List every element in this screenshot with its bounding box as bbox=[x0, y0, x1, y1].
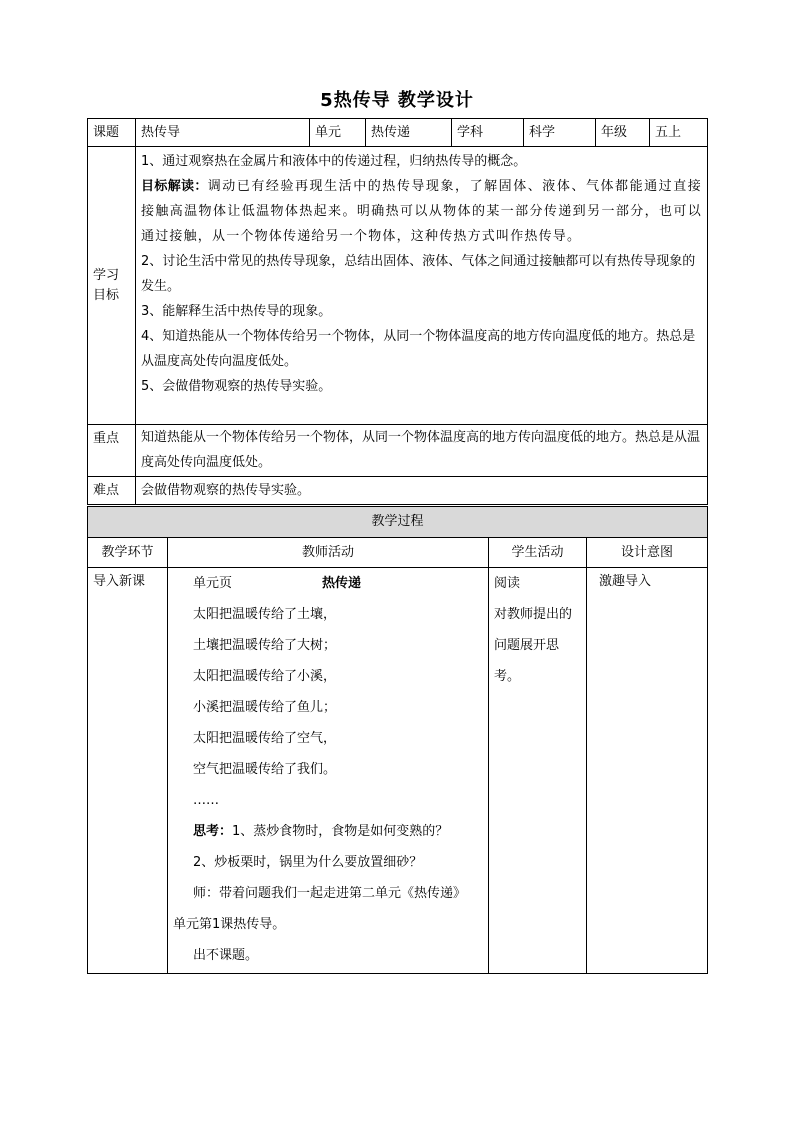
think-line-2: 2、炒板栗时，锅里为什么要放置细砂？ bbox=[193, 855, 423, 870]
process-header: 教学过程 bbox=[88, 507, 708, 538]
poem-line: 土壤把温暖传给了大树； bbox=[193, 638, 337, 653]
poem-line: 太阳把温暖传给了小溪， bbox=[193, 669, 337, 684]
unit-value: 热传递 bbox=[366, 119, 452, 147]
teacher-line: 师：带着问题我们一起走进第二单元《热传递》 bbox=[193, 886, 467, 901]
student-line-1: 阅读 bbox=[494, 576, 521, 591]
teaching-process-table bbox=[87, 506, 708, 974]
grade-label: 年级 bbox=[596, 119, 650, 147]
lesson-label: 课题 bbox=[88, 119, 136, 147]
think-line-1: 思考：1、蒸炒食物时，食物是如何变熟的？ bbox=[193, 824, 449, 839]
col-student-header: 学生活动 bbox=[489, 538, 587, 568]
difficulties-label: 难点 bbox=[88, 477, 136, 505]
student-activity-cell bbox=[489, 568, 587, 974]
objective-note: 目标解读：调动已有经验再现生活中的热传导现象，了解固体、液体、气体都能通过直接接触高温物体让低温物体热起来。明确热可以从物体的某一部分传递到另一部分，也可以通过接触，从一个物体传递给另一个物体，这种传热方式叫作热传导。 bbox=[141, 179, 702, 244]
col-intent-header: 设计意图 bbox=[587, 538, 708, 568]
key-points-text: 知道热能从一个物体传给另一个物体，从同一个物体温度高的地方传向温度低的地方。热总是从温度高处传向温度低处。 bbox=[136, 425, 708, 477]
col-teacher-header: 教师活动 bbox=[168, 538, 489, 568]
subject-label: 学科 bbox=[452, 119, 524, 147]
teacher-line-3: 出不课题。 bbox=[193, 948, 259, 963]
objective-item-3: 3、能解释生活中热传导的现象。 bbox=[141, 304, 332, 319]
stage-cell: 导入新课 bbox=[88, 568, 168, 974]
intent-cell: 激趣导入 bbox=[587, 568, 708, 974]
objectives-content bbox=[136, 147, 708, 425]
lesson-info-table bbox=[87, 118, 708, 505]
subject-value: 科学 bbox=[524, 119, 596, 147]
poem-line: …… bbox=[193, 793, 219, 808]
poem-line: 太阳把温暖传给了土壤， bbox=[193, 607, 337, 622]
student-line-2: 对教师提出的问题展开思考。 bbox=[494, 607, 573, 684]
poem-line: 小溪把温暖传给了鱼儿； bbox=[193, 700, 337, 715]
objective-item-4: 4、知道热能从一个物体传给另一个物体，从同一个物体温度高的地方传向温度低的地方。热总是从温度高处传向温度低处。 bbox=[141, 329, 696, 369]
teacher-line-2: 单元第1课热传导。 bbox=[173, 917, 286, 932]
difficulties-text: 会做借物观察的热传导实验。 bbox=[136, 477, 708, 505]
unit-page-line: 单元页 热传递 bbox=[193, 576, 362, 591]
poem-line: 空气把温暖传给了我们。 bbox=[193, 762, 337, 777]
unit-title: 热传递 bbox=[322, 576, 362, 591]
page-title: 5热传导 教学设计 bbox=[320, 90, 474, 111]
col-stage-header: 教学环节 bbox=[88, 538, 168, 568]
unit-label: 单元 bbox=[310, 119, 366, 147]
key-points-label: 重点 bbox=[88, 425, 136, 477]
objective-item-1: 1、通过观察热在金属片和液体中的传递过程，归纳热传导的概念。 bbox=[141, 154, 527, 169]
objectives-label: 学习 目标 bbox=[88, 147, 136, 425]
objective-item-2: 2、讨论生活中常见的热传导现象，总结出固体、液体、气体之间通过接触都可以有热传导现象的发生。 bbox=[141, 254, 696, 294]
table-row bbox=[88, 568, 708, 974]
teacher-activity-cell bbox=[168, 568, 489, 974]
lesson-value: 热传导 bbox=[136, 119, 310, 147]
objective-item-5: 5、会做借物观察的热传导实验。 bbox=[141, 379, 332, 394]
poem-line: 太阳把温暖传给了空气， bbox=[193, 731, 337, 746]
grade-value: 五上 bbox=[650, 119, 708, 147]
